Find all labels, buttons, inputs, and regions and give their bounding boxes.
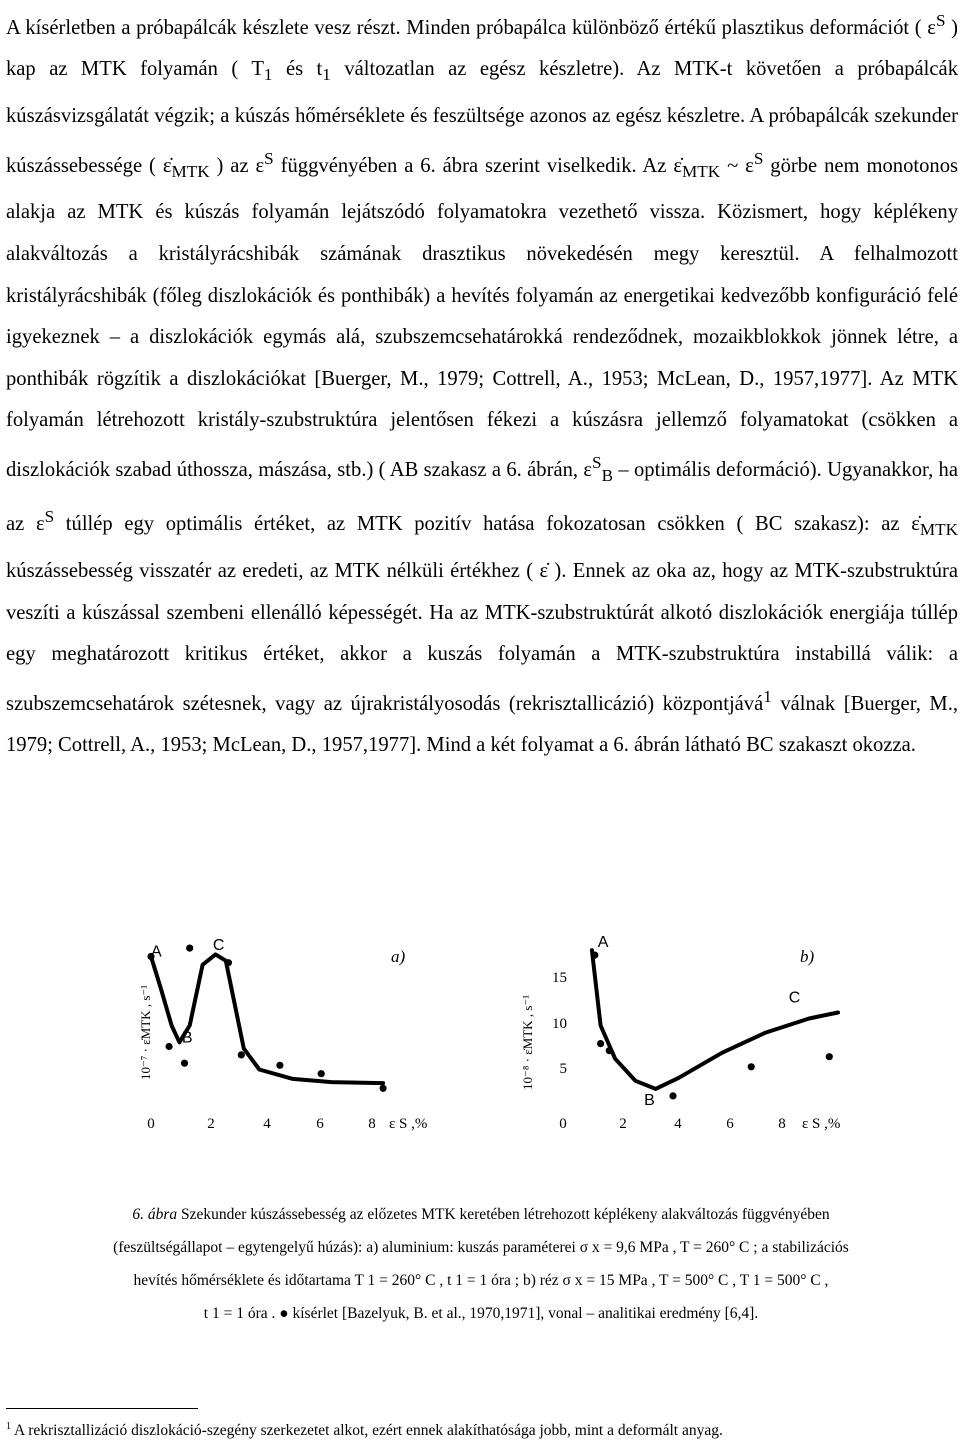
panel-a-experiment-point	[380, 1085, 387, 1092]
subscript: B	[601, 465, 614, 485]
subscript: 1	[322, 65, 331, 85]
panel-a-x-tick: 2	[207, 1116, 215, 1132]
superscript: S	[264, 148, 274, 168]
panel-a-x-label: ε S ,%	[389, 1116, 428, 1132]
panel-b-x-tick: 0	[559, 1116, 567, 1132]
caption-text: Szekunder kúszássebesség az előzetes MTK keretében létrehozott képlékeny alakváltozás függvényében	[177, 1206, 830, 1223]
caption-text: (feszültségállapot – egytengelyű húzás): a) aluminium: kuszás paraméterei σ x = 9,6 MPa , T = 260° C ; a stabilizációs	[113, 1239, 849, 1256]
superscript: S	[753, 148, 764, 168]
panel-a-x-tick: 4	[263, 1116, 271, 1132]
panel-b-experiment-point	[669, 1092, 676, 1099]
body-paragraph	[6, 0, 958, 767]
caption-line	[6, 1264, 956, 1297]
superscript: S	[935, 11, 946, 30]
panel-b-experiment-point	[826, 1053, 833, 1060]
superscript: S	[44, 507, 55, 527]
figure-6-svg	[0, 928, 960, 1143]
text-run: ) az ε	[209, 154, 265, 177]
caption-line	[6, 1231, 956, 1264]
figure-caption	[6, 1198, 956, 1330]
footnote-text: A rekrisztallizáció diszlokáció-szegény szerkezetet alkot, ezért ennek alakíthatósága jobb, mint a deformált anyag.	[11, 1422, 723, 1440]
panel-a-experiment-point	[276, 1062, 283, 1069]
panel-b-x-tick: 4	[674, 1116, 682, 1132]
panel-b-x-tick: 8	[778, 1116, 786, 1132]
text-run: függvényében a 6. ábra szerint viselkedik. Az ε̇	[273, 154, 683, 177]
caption-line	[6, 1297, 956, 1330]
footnote-divider	[6, 1408, 198, 1409]
panel-a-experiment-point	[318, 1070, 325, 1077]
panel-a-x-tick: 0	[147, 1116, 155, 1132]
panel-a-experiment-point	[238, 1051, 245, 1058]
caption-text: t 1 = 1 óra .	[203, 1305, 276, 1322]
subscript: MTK	[682, 161, 721, 181]
panel-a-experiment-point	[186, 945, 193, 952]
text-run: kúszássebesség visszatér az eredeti, az MTK nélküli értékhez ( ε̇ ). Ennek az oka az, hogy az MTK-szubstruktúra veszíti a kúszással szembeni ellenálló képességét. Ha az MTK-szubstruktúrát alkotó diszlokációk energiája túllép egy meghatározott kritikus értéket, akkor a kuszás folyamán a MTK-szubstruktúra instabillá válik: a szubszemcsehatárok szétesnek, vagy az újrakristályosodás (rekrisztallicázió) központjává	[6, 560, 958, 715]
subscript: MTK	[919, 520, 958, 540]
caption-line	[6, 1198, 956, 1231]
footnote-number: 1	[6, 1421, 11, 1432]
text-run: válnak [Buerger, M., 1979; Cottrell, A., 1953; McLean, D., 1957,1977]. Mind a két folyamat a 6. ábrán látható BC szakaszt okozza.	[6, 692, 958, 757]
panel-b-analytic-curve	[592, 950, 838, 1089]
panel-b-y-label: 10⁻⁸ · ε̇MTK , s⁻¹	[520, 994, 535, 1090]
superscript: S	[592, 452, 602, 472]
text-run: és t	[272, 58, 323, 81]
panel-a-point-label: C	[212, 937, 225, 955]
footnote	[6, 1416, 956, 1442]
caption-figure-number: 6. ábra	[132, 1206, 178, 1223]
panel-b-x-label: ε S ,%	[802, 1116, 841, 1132]
panel-a-y-label: 10⁻⁷ · ε̇MTK , s⁻¹	[138, 984, 153, 1080]
panel-b-experiment-point	[748, 1063, 755, 1070]
panel-b-point-label: B	[644, 1092, 655, 1109]
chart-marks	[147, 934, 838, 1109]
panel-b-tag: b)	[800, 947, 815, 966]
caption-text: hevítés hőmérséklete és időtartama T 1 = 260° C , t 1 = 1 óra ; b) réz σ x = 15 MPa , T = 500° C , T 1 = 500° C ,	[133, 1272, 829, 1289]
panel-a-point-label: B	[181, 1029, 193, 1047]
subscript: 1	[263, 65, 273, 85]
panel-b-y-tick: 10	[552, 1016, 567, 1032]
panel-a-experiment-point	[225, 959, 232, 966]
text-run: ) kap az MTK folyamán ( T	[6, 16, 958, 81]
text-run: görbe nem monotonos alakja az MTK és kúszás folyamán lejátszódó folyamatokra vezethető vissza. Közismert, hogy képlékeny alakváltozás a kristályrácshibák számának drasztikus növekedésén megy keresztül. A felhalmozott kristályrácshibák (főleg diszlokációk és ponthibák) a hevítés folyamán az energetikai kedvezőbb konfiguráció felé igyekeznek – a diszlokációk egymás alá, szubszemcsehatárokká rendeződnek, mozaikblokkok jönnek létre, a ponthibák rögzítik a diszlokációkat [Buerger, M., 1979; Cottrell, A., 1953; McLean, D., 1957,1977]. Az MTK folyamán létrehozott kristály-szubstruktúra jelentősen fékezi a kúszásra jellemző folyamatokat (csökken a diszlokációk szabad úthossza, mászása, stb.) ( AB szakasz a 6. ábrán, ε	[6, 154, 959, 481]
panel-a-experiment-point	[166, 1043, 173, 1050]
footnote-mark: 1	[763, 686, 772, 706]
text-run: túllép egy optimális értéket, az MTK pozitív hatása fokozatosan csökken ( BC szakasz): az ε̇	[54, 513, 920, 536]
panel-b-point-label: A	[597, 934, 609, 952]
text-run: – optimális deformáció). Ugyanakkor, ha az ε	[6, 458, 958, 536]
paragraph-text	[6, 0, 958, 767]
panel-a-x-tick: 8	[368, 1116, 376, 1132]
panel-a-experiment-point	[181, 1060, 188, 1067]
panel-b-point-label: C	[788, 989, 801, 1007]
panel-b-y-tick: 5	[559, 1061, 567, 1077]
subscript: MTK	[171, 161, 210, 181]
figure-6	[0, 928, 960, 1143]
panel-b-experiment-point	[597, 1040, 604, 1047]
panel-b	[520, 947, 840, 1132]
panel-b-experiment-point	[591, 952, 598, 959]
panel-b-x-tick: 2	[619, 1116, 627, 1132]
panel-b-y-tick: 15	[552, 970, 567, 986]
panel-b-x-tick: 6	[726, 1116, 734, 1132]
panel-b-experiment-point	[606, 1047, 613, 1054]
panel-a-x-tick: 6	[316, 1116, 324, 1132]
panel-a-point-label: A	[151, 943, 162, 961]
text-run: változatlan az egész készletre). Az MTK-t követően a próbapálcák kúszásvizsgálatát végzik; a kúszás hőmérséklete és feszültsége azonos az egész készletre. A próbapálcák szekunder kúszássebessége ( ε̇	[6, 58, 958, 177]
panel-a-tag: a)	[391, 947, 406, 966]
text-run: A kísérletben a próbapálcák készlete vesz részt. Minden próbapálca különböző értékű plasztikus deformációt ( ε	[6, 16, 936, 39]
text-run: ~ ε	[720, 154, 754, 177]
experiment-dot-symbol: ●	[279, 1305, 289, 1322]
caption-text: kísérlet [Bazelyuk, B. et al., 1970,1971], vonal – analitikai eredmény [6,4].	[288, 1305, 759, 1322]
